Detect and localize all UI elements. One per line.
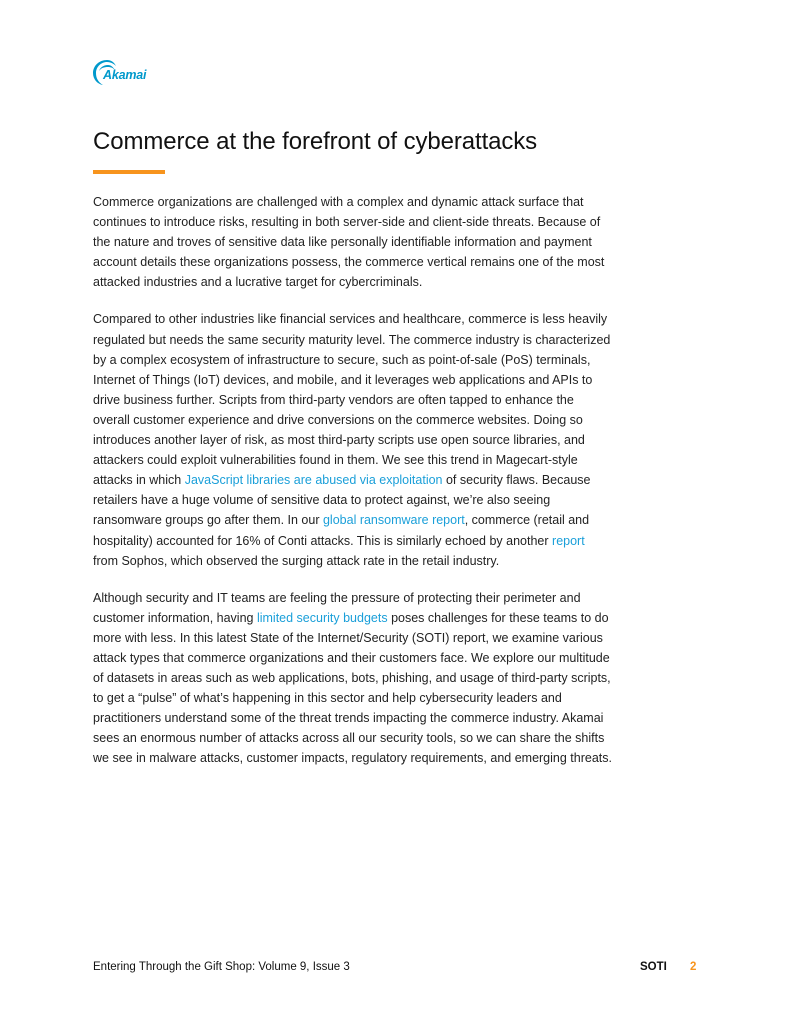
paragraph-regulation xyxy=(93,309,613,570)
page-number: 2 xyxy=(690,961,697,973)
paragraph-intro: Commerce organizations are challenged with a complex and dynamic attack surface that continues to introduce risks, resulting in both server-side and client-side threats. Because of the nature and troves of sensitive data like personally identifiable information and payment account details these organizations possess, the commerce vertical remains one of the most attacked industries and a lucrative target for cybercriminals. xyxy=(93,195,605,290)
link-sophos-report[interactable]: report xyxy=(552,533,585,548)
paragraph-text: from Sophos, which observed the surging attack rate in the retail industry. xyxy=(93,553,500,568)
footer-section-label: SOTI xyxy=(640,961,667,973)
paragraph-text: of security flaws. Because retailers have a huge volume of sensitive data to protect against, we’re also seeing ransomware groups go after them. In our xyxy=(93,473,591,528)
title-accent-bar xyxy=(93,170,165,174)
paragraph-text: , commerce (retail and hospitality) accounted for 16% of Conti attacks. This is similarly echoed by another xyxy=(93,513,590,548)
logo-wordmark: Akamai xyxy=(103,68,147,82)
body-text xyxy=(93,192,613,786)
footer-report-title: Entering Through the Gift Shop: Volume 9, Issue 3 xyxy=(93,961,350,973)
link-javascript-libraries[interactable]: JavaScript libraries are abused via exploitation xyxy=(184,473,443,488)
page-title: Commerce at the forefront of cyberattacks xyxy=(93,128,538,155)
link-limited-security-budgets[interactable]: limited security budgets xyxy=(256,610,388,625)
paragraph-text: Although security and IT teams are feeling the pressure of protecting their perimeter and customer information, having xyxy=(93,590,581,625)
akamai-logo xyxy=(92,58,154,86)
link-global-ransomware-report[interactable]: global ransomware report xyxy=(322,513,465,528)
paragraph-text: poses challenges for these teams to do more with less. In this latest State of the Internet/Security (SOTI) report, we examine various attack types that commerce organizations and their customers face. We explore our multitude of datasets in areas such as web applications, bots, phishing, and usage of third-party scripts, to get a “pulse” of what’s happening in this sector and help cybersecurity leaders and practitioners understand some of the threat trends impacting the commerce industry. Akamai sees an enormous number of attacks across all our security tools, so we can share the shifts we see in malware attacks, customer impacts, regulatory requirements, and emerging threats. xyxy=(93,610,612,766)
paragraph-soti-overview xyxy=(93,588,613,769)
paragraph-text: Compared to other industries like financial services and healthcare, commerce is less heavily regulated but needs the same security maturity level. The commerce industry is characterized by a complex ecosystem of infrastructure to secure, such as point-of-sale (PoS) terminals, Internet of Things (IoT) devices, and mobile, and it leverages web applications and APIs to drive business further. Scripts from third-party vendors are often tapped to enhance the overall customer experience and drive conversions on the commerce websites. Doing so introduces another layer of risk, as most third-party scripts use open source libraries, and attackers could exploit vulnerabilities found in them. We see this trend in Magecart-style attacks in which xyxy=(93,312,611,488)
